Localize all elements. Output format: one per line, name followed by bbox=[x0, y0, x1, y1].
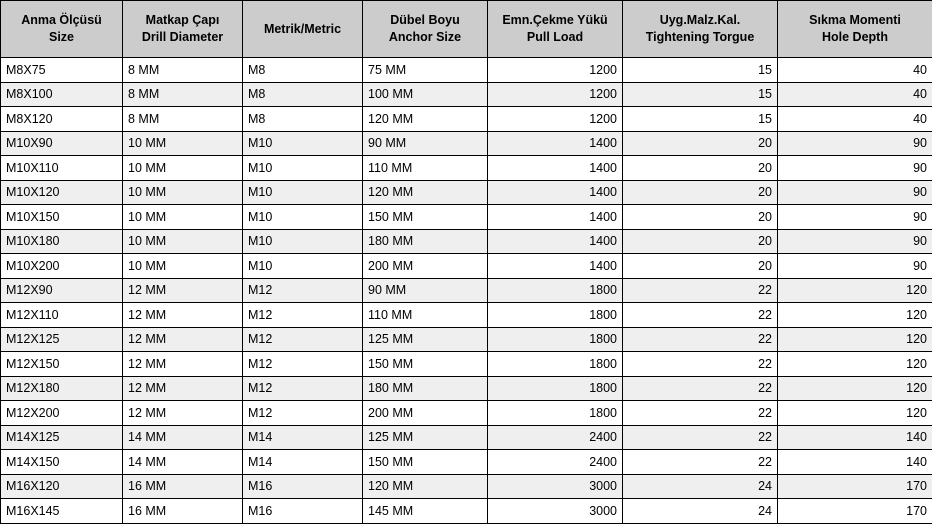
cell-pull-load: 1400 bbox=[488, 180, 623, 205]
cell-drill-diameter: 16 MM bbox=[123, 474, 243, 499]
table-header bbox=[1, 1, 932, 58]
cell-drill-diameter: 8 MM bbox=[123, 58, 243, 83]
cell-drill-diameter: 10 MM bbox=[123, 254, 243, 279]
cell-pull-load: 1200 bbox=[488, 82, 623, 107]
cell-drill-diameter: 8 MM bbox=[123, 82, 243, 107]
cell-hole-depth: 90 bbox=[778, 254, 932, 279]
cell-pull-load: 1800 bbox=[488, 376, 623, 401]
cell-metric: M10 bbox=[243, 180, 363, 205]
cell-hole-depth: 120 bbox=[778, 401, 932, 426]
cell-pull-load: 1200 bbox=[488, 107, 623, 132]
table-row bbox=[1, 107, 932, 132]
cell-size: M12X90 bbox=[1, 278, 123, 303]
cell-drill-diameter: 10 MM bbox=[123, 205, 243, 230]
cell-anchor-size: 150 MM bbox=[363, 352, 488, 377]
column-header-tightening-torque bbox=[623, 1, 778, 58]
cell-anchor-size: 110 MM bbox=[363, 156, 488, 181]
cell-hole-depth: 120 bbox=[778, 376, 932, 401]
cell-pull-load: 1800 bbox=[488, 278, 623, 303]
cell-drill-diameter: 10 MM bbox=[123, 156, 243, 181]
table-row bbox=[1, 156, 932, 181]
cell-anchor-size: 120 MM bbox=[363, 180, 488, 205]
table-row bbox=[1, 401, 932, 426]
column-header-pull-load-en: Pull Load bbox=[526, 30, 584, 44]
cell-tightening-torque: 20 bbox=[623, 156, 778, 181]
cell-anchor-size: 150 MM bbox=[363, 205, 488, 230]
cell-tightening-torque: 22 bbox=[623, 352, 778, 377]
cell-hole-depth: 120 bbox=[778, 278, 932, 303]
cell-hole-depth: 40 bbox=[778, 82, 932, 107]
cell-metric: M16 bbox=[243, 474, 363, 499]
table-row bbox=[1, 352, 932, 377]
cell-metric: M12 bbox=[243, 278, 363, 303]
cell-size: M14X125 bbox=[1, 425, 123, 450]
cell-anchor-size: 75 MM bbox=[363, 58, 488, 83]
cell-hole-depth: 140 bbox=[778, 425, 932, 450]
cell-pull-load: 2400 bbox=[488, 450, 623, 475]
column-header-pull-load bbox=[488, 1, 623, 58]
cell-anchor-size: 180 MM bbox=[363, 376, 488, 401]
cell-size: M8X100 bbox=[1, 82, 123, 107]
cell-tightening-torque: 22 bbox=[623, 425, 778, 450]
cell-anchor-size: 125 MM bbox=[363, 327, 488, 352]
cell-pull-load: 1400 bbox=[488, 156, 623, 181]
cell-metric: M10 bbox=[243, 131, 363, 156]
column-header-size bbox=[1, 1, 123, 58]
cell-tightening-torque: 22 bbox=[623, 278, 778, 303]
cell-drill-diameter: 10 MM bbox=[123, 229, 243, 254]
cell-metric: M12 bbox=[243, 303, 363, 328]
cell-drill-diameter: 12 MM bbox=[123, 327, 243, 352]
cell-hole-depth: 40 bbox=[778, 107, 932, 132]
cell-tightening-torque: 20 bbox=[623, 229, 778, 254]
cell-size: M8X75 bbox=[1, 58, 123, 83]
table-row bbox=[1, 450, 932, 475]
cell-anchor-size: 100 MM bbox=[363, 82, 488, 107]
cell-drill-diameter: 12 MM bbox=[123, 376, 243, 401]
cell-pull-load: 1400 bbox=[488, 131, 623, 156]
cell-drill-diameter: 16 MM bbox=[123, 499, 243, 524]
cell-metric: M8 bbox=[243, 107, 363, 132]
cell-metric: M12 bbox=[243, 327, 363, 352]
cell-size: M10X90 bbox=[1, 131, 123, 156]
cell-drill-diameter: 12 MM bbox=[123, 303, 243, 328]
cell-hole-depth: 170 bbox=[778, 474, 932, 499]
cell-drill-diameter: 14 MM bbox=[123, 450, 243, 475]
cell-drill-diameter: 12 MM bbox=[123, 401, 243, 426]
table-header-row bbox=[1, 1, 932, 58]
cell-pull-load: 1800 bbox=[488, 352, 623, 377]
cell-size: M12X200 bbox=[1, 401, 123, 426]
column-header-drill-diameter-en: Drill Diameter bbox=[141, 30, 224, 44]
cell-hole-depth: 140 bbox=[778, 450, 932, 475]
cell-metric: M12 bbox=[243, 376, 363, 401]
cell-metric: M14 bbox=[243, 425, 363, 450]
table-body bbox=[1, 58, 932, 524]
table-row bbox=[1, 180, 932, 205]
cell-size: M10X180 bbox=[1, 229, 123, 254]
cell-pull-load: 1400 bbox=[488, 205, 623, 230]
cell-metric: M16 bbox=[243, 499, 363, 524]
cell-drill-diameter: 12 MM bbox=[123, 352, 243, 377]
column-header-tightening-torque-tr: Uyg.Malz.Kal. bbox=[659, 13, 741, 28]
cell-hole-depth: 120 bbox=[778, 327, 932, 352]
table-row bbox=[1, 254, 932, 279]
column-header-pull-load-tr: Emn.Çekme Yükü bbox=[502, 13, 608, 28]
cell-drill-diameter: 8 MM bbox=[123, 107, 243, 132]
cell-metric: M14 bbox=[243, 450, 363, 475]
cell-hole-depth: 90 bbox=[778, 156, 932, 181]
cell-hole-depth: 90 bbox=[778, 229, 932, 254]
cell-pull-load: 3000 bbox=[488, 474, 623, 499]
cell-tightening-torque: 20 bbox=[623, 254, 778, 279]
table-row bbox=[1, 327, 932, 352]
table-row bbox=[1, 278, 932, 303]
cell-anchor-size: 200 MM bbox=[363, 254, 488, 279]
column-header-anchor-size-en: Anchor Size bbox=[388, 30, 462, 44]
cell-tightening-torque: 15 bbox=[623, 107, 778, 132]
cell-size: M16X145 bbox=[1, 499, 123, 524]
cell-size: M12X180 bbox=[1, 376, 123, 401]
table-row bbox=[1, 376, 932, 401]
cell-anchor-size: 180 MM bbox=[363, 229, 488, 254]
cell-size: M12X150 bbox=[1, 352, 123, 377]
cell-anchor-size: 110 MM bbox=[363, 303, 488, 328]
table-row bbox=[1, 474, 932, 499]
table-row bbox=[1, 425, 932, 450]
cell-tightening-torque: 20 bbox=[623, 205, 778, 230]
cell-hole-depth: 90 bbox=[778, 131, 932, 156]
column-header-hole-depth-tr: Sıkma Momenti bbox=[809, 13, 901, 28]
cell-metric: M10 bbox=[243, 156, 363, 181]
cell-tightening-torque: 15 bbox=[623, 58, 778, 83]
cell-size: M8X120 bbox=[1, 107, 123, 132]
cell-pull-load: 1800 bbox=[488, 303, 623, 328]
cell-tightening-torque: 22 bbox=[623, 303, 778, 328]
cell-hole-depth: 90 bbox=[778, 180, 932, 205]
cell-anchor-size: 150 MM bbox=[363, 450, 488, 475]
cell-metric: M10 bbox=[243, 254, 363, 279]
cell-size: M10X150 bbox=[1, 205, 123, 230]
cell-metric: M12 bbox=[243, 352, 363, 377]
table-row bbox=[1, 205, 932, 230]
cell-metric: M8 bbox=[243, 82, 363, 107]
cell-drill-diameter: 10 MM bbox=[123, 131, 243, 156]
table-row bbox=[1, 82, 932, 107]
cell-pull-load: 1800 bbox=[488, 327, 623, 352]
cell-tightening-torque: 22 bbox=[623, 401, 778, 426]
column-header-hole-depth-en: Hole Depth bbox=[822, 30, 888, 44]
column-header-anchor-size-tr: Dübel Boyu bbox=[390, 13, 460, 28]
cell-anchor-size: 120 MM bbox=[363, 474, 488, 499]
column-header-tightening-torque-en: Tightening Torgue bbox=[645, 30, 755, 44]
column-header-metric-label: Metrik/Metric bbox=[263, 21, 342, 36]
column-header-anchor-size bbox=[363, 1, 488, 58]
cell-pull-load: 1400 bbox=[488, 254, 623, 279]
cell-tightening-torque: 22 bbox=[623, 376, 778, 401]
table-row bbox=[1, 131, 932, 156]
cell-metric: M8 bbox=[243, 58, 363, 83]
cell-tightening-torque: 22 bbox=[623, 450, 778, 475]
cell-metric: M12 bbox=[243, 401, 363, 426]
cell-pull-load: 1800 bbox=[488, 401, 623, 426]
table-row bbox=[1, 499, 932, 524]
cell-pull-load: 1200 bbox=[488, 58, 623, 83]
column-header-drill-diameter-tr: Matkap Çapı bbox=[145, 13, 220, 28]
column-header-metric bbox=[243, 1, 363, 58]
cell-size: M16X120 bbox=[1, 474, 123, 499]
cell-hole-depth: 120 bbox=[778, 352, 932, 377]
column-header-hole-depth bbox=[778, 1, 932, 58]
cell-anchor-size: 120 MM bbox=[363, 107, 488, 132]
cell-tightening-torque: 20 bbox=[623, 131, 778, 156]
cell-size: M12X125 bbox=[1, 327, 123, 352]
cell-anchor-size: 90 MM bbox=[363, 278, 488, 303]
cell-anchor-size: 125 MM bbox=[363, 425, 488, 450]
cell-size: M14X150 bbox=[1, 450, 123, 475]
column-header-size-tr: Anma Ölçüsü bbox=[21, 13, 102, 28]
cell-pull-load: 2400 bbox=[488, 425, 623, 450]
cell-size: M10X200 bbox=[1, 254, 123, 279]
column-header-size-en: Size bbox=[48, 30, 74, 44]
cell-drill-diameter: 14 MM bbox=[123, 425, 243, 450]
cell-size: M10X120 bbox=[1, 180, 123, 205]
table-row bbox=[1, 58, 932, 83]
cell-tightening-torque: 22 bbox=[623, 327, 778, 352]
cell-tightening-torque: 24 bbox=[623, 499, 778, 524]
cell-anchor-size: 90 MM bbox=[363, 131, 488, 156]
cell-hole-depth: 170 bbox=[778, 499, 932, 524]
cell-metric: M10 bbox=[243, 205, 363, 230]
cell-pull-load: 3000 bbox=[488, 499, 623, 524]
cell-hole-depth: 90 bbox=[778, 205, 932, 230]
cell-hole-depth: 40 bbox=[778, 58, 932, 83]
table-row bbox=[1, 229, 932, 254]
cell-tightening-torque: 24 bbox=[623, 474, 778, 499]
cell-hole-depth: 120 bbox=[778, 303, 932, 328]
cell-drill-diameter: 12 MM bbox=[123, 278, 243, 303]
cell-drill-diameter: 10 MM bbox=[123, 180, 243, 205]
cell-anchor-size: 145 MM bbox=[363, 499, 488, 524]
cell-size: M10X110 bbox=[1, 156, 123, 181]
cell-tightening-torque: 20 bbox=[623, 180, 778, 205]
cell-metric: M10 bbox=[243, 229, 363, 254]
cell-tightening-torque: 15 bbox=[623, 82, 778, 107]
table-row bbox=[1, 303, 932, 328]
column-header-drill-diameter bbox=[123, 1, 243, 58]
cell-anchor-size: 200 MM bbox=[363, 401, 488, 426]
cell-pull-load: 1400 bbox=[488, 229, 623, 254]
cell-size: M12X110 bbox=[1, 303, 123, 328]
